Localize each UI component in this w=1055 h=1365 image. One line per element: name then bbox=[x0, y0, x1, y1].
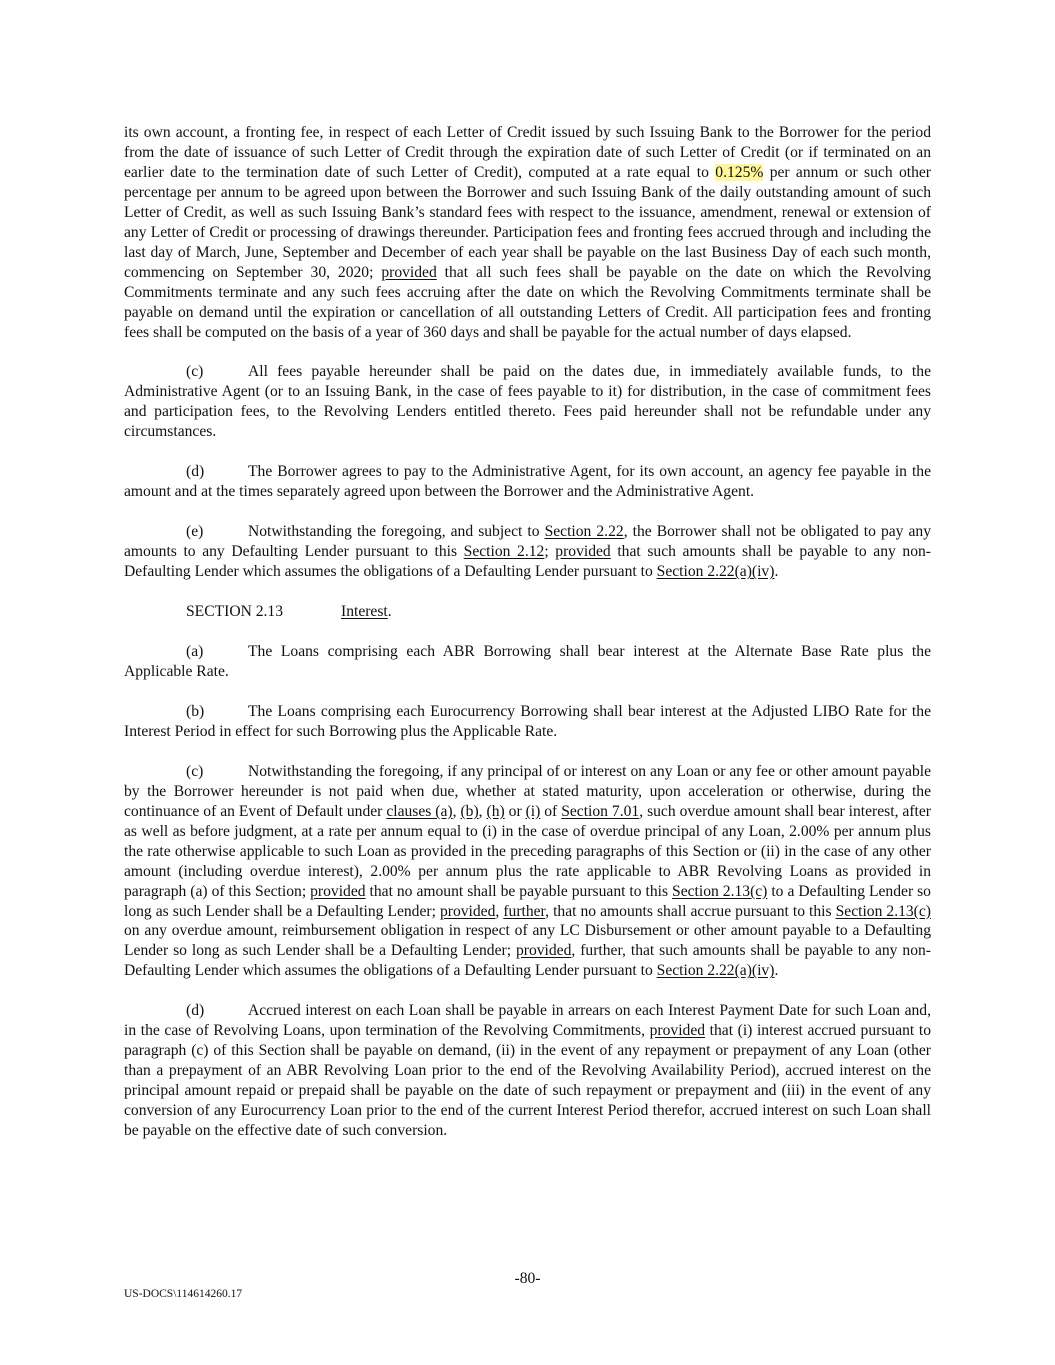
provided-term: provided bbox=[439, 902, 496, 920]
paragraph-2-13-a: (a) The Loans comprising each ABR Borrowing shall bear interest at the Alternate Base Rate plus the Applicable Rate. bbox=[124, 643, 931, 680]
section-reference: Section 7.01 bbox=[561, 802, 640, 820]
clause-reference: (h) bbox=[486, 802, 505, 820]
paragraph-2-13-d: (d) Accrued interest on each Loan shall be payable in arrears on each Interest Payment Date for such Loan and, in the case of Revolving Loans, upon termination of the Revolving Commitments, provided that (i) interest accrued pursuant to paragraph (c) of this Section shall be payable on demand, (ii) in the event of any repayment or prepayment of any Loan (other than a prepayment of an ABR Revolving Loan prior to the end of the Revolving Availability Period), accrued interest on the principal amount repaid or prepaid shall be payable on the date of such repayment or prepayment and (iii) in the event of any conversion of any Eurocurrency Loan prior to the end of the current Interest Period therefor, accrued interest on such Loan shall be payable on the effective date of such conversion. bbox=[124, 1002, 931, 1140]
clause-number: (a) bbox=[186, 643, 204, 661]
document-body bbox=[124, 123, 931, 1161]
paragraph-2-13-c: (c) Notwithstanding the foregoing, if any principal of or interest on any Loan or any fee or other amount payable by the Borrower hereunder is not paid when due, whether at stated maturity, upon acceleration or otherwise, during the continuance of an Event of Default under clauses (a), (b), (h) or (i) of Section 7.01, such overdue amount shall bear interest, after as well as before judgment, at a rate per annum equal to (i) in the case of overdue principal of any Loan, 2.00% per annum plus the rate otherwise applicable to such Loan as provided in the preceding paragraphs of this Section or (ii) in the case of any other amount (including overdue interest), 2.00% per annum plus the rate applicable to ABR Revolving Loans as provided in paragraph (a) of this Section; provided that no amount shall be payable pursuant to this Section 2.13(c) to a Defaulting Lender so long as such Lender shall be a Defaulting Lender; provided, further, that no amounts shall accrue pursuant to this Section 2.13(c) on any overdue amount, reimbursement obligation in respect of any LC Disbursement or other amount payable to a Defaulting Lender so long as such Lender shall be a Defaulting Lender; provided, further, that such amounts shall be payable to any non-Defaulting Lender which assumes the obligations of a Defaulting Lender pursuant to Section 2.22(a)(iv). bbox=[124, 762, 931, 980]
paragraph-fronting-fee: its own account, a fronting fee, in respect of each Letter of Credit issued by such Issuing Bank to the Borrower for the period from the date of issuance of such Letter of Credit through the expiration date of such Letter of Credit (or if terminated on an earlier date to the termination date of such Letter of Credit), computed at a rate equal to 0.125% per annum or such other percentage per annum to be agreed upon between the Borrower and such Issuing Bank of the daily outstanding amount of such Letter of Credit, as well as such Issuing Bank’s standard fees with respect to the issuance, amendment, renewal or extension of any Letter of Credit or processing of drawings thereunder. Participation fees and fronting fees accrued through and including the last day of March, June, September and December of each year shall be payable on the last Business Day of each such month, commencing on September 30, 2020; provided that all such fees shall be payable on the date on which the Revolving Commitments terminate and any such fees accruing after the date on which the Revolving Commitments terminate shall be payable on demand until the expiration or cancellation of all outstanding Letters of Credit. All participation fees and fronting fees shall be computed on the basis of a year of 360 days and shall be payable for the actual number of days elapsed. bbox=[124, 124, 931, 341]
provided-term: provided bbox=[649, 1022, 706, 1040]
further-term: further bbox=[503, 902, 546, 920]
section-number: SECTION 2.13 bbox=[186, 603, 284, 621]
clause-reference: (b) bbox=[460, 802, 479, 820]
section-title: Interest bbox=[341, 603, 388, 621]
clause-reference: (i) bbox=[525, 802, 541, 820]
paragraph-2-12-c: (c) All fees payable hereunder shall be paid on the dates due, in immediately available funds, to the Administrative Agent (or to an Issuing Bank, in the case of fees payable to it) for distribution, in the case of commitment fees and participation fees, to the Revolving Lenders entitled thereto. Fees paid hereunder shall not be refundable under any circumstances. bbox=[124, 363, 931, 441]
section-heading: SECTION 2.13 Interest. bbox=[186, 603, 392, 621]
highlighted-rate: 0.125% bbox=[715, 163, 764, 181]
section-reference: Section 2.22(a)(iv) bbox=[656, 962, 775, 980]
section-reference: Section 2.13(c) bbox=[672, 882, 768, 900]
section-reference: Section 2.22 bbox=[544, 523, 624, 541]
provided-term: provided bbox=[515, 942, 572, 960]
clause-number: (c) bbox=[186, 762, 204, 780]
clause-number: (d) bbox=[186, 1002, 205, 1020]
page-number: -80- bbox=[514, 1270, 541, 1287]
provided-term: provided bbox=[310, 882, 366, 900]
clause-number: (d) bbox=[186, 463, 205, 481]
clause-number: (e) bbox=[186, 523, 204, 541]
clause-number: (b) bbox=[186, 702, 205, 720]
paragraph-2-13-b: (b) The Loans comprising each Eurocurrency Borrowing shall bear interest at the Adjusted LIBO Rate for the Interest Period in effect for such Borrowing plus the Applicable Rate. bbox=[124, 702, 931, 740]
section-reference: Section 2.13(c) bbox=[835, 902, 931, 920]
section-reference: Section 2.22(a)(iv) bbox=[656, 563, 775, 581]
clause-reference: clauses (a) bbox=[386, 802, 453, 820]
paragraph-2-12-d: (d) The Borrower agrees to pay to the Administrative Agent, for its own account, an agency fee payable in the amount and at the times separately agreed upon between the Borrower and the Administrative Agent. bbox=[124, 463, 931, 501]
section-reference: Section 2.12 bbox=[463, 543, 545, 561]
provided-term: provided bbox=[555, 543, 611, 561]
provided-term: provided bbox=[381, 263, 437, 281]
document-id-footer: US-DOCS\114614260.17 bbox=[124, 1288, 243, 1300]
clause-number: (c) bbox=[186, 363, 204, 381]
paragraph-2-12-e: (e) Notwithstanding the foregoing, and subject to Section 2.22, the Borrower shall not be obligated to pay any amounts to any Defaulting Lender pursuant to this Section 2.12; provided that such amounts shall be payable to any non-Defaulting Lender which assumes the obligations of a Defaulting Lender pursuant to Section 2.22(a)(iv). bbox=[124, 523, 932, 581]
